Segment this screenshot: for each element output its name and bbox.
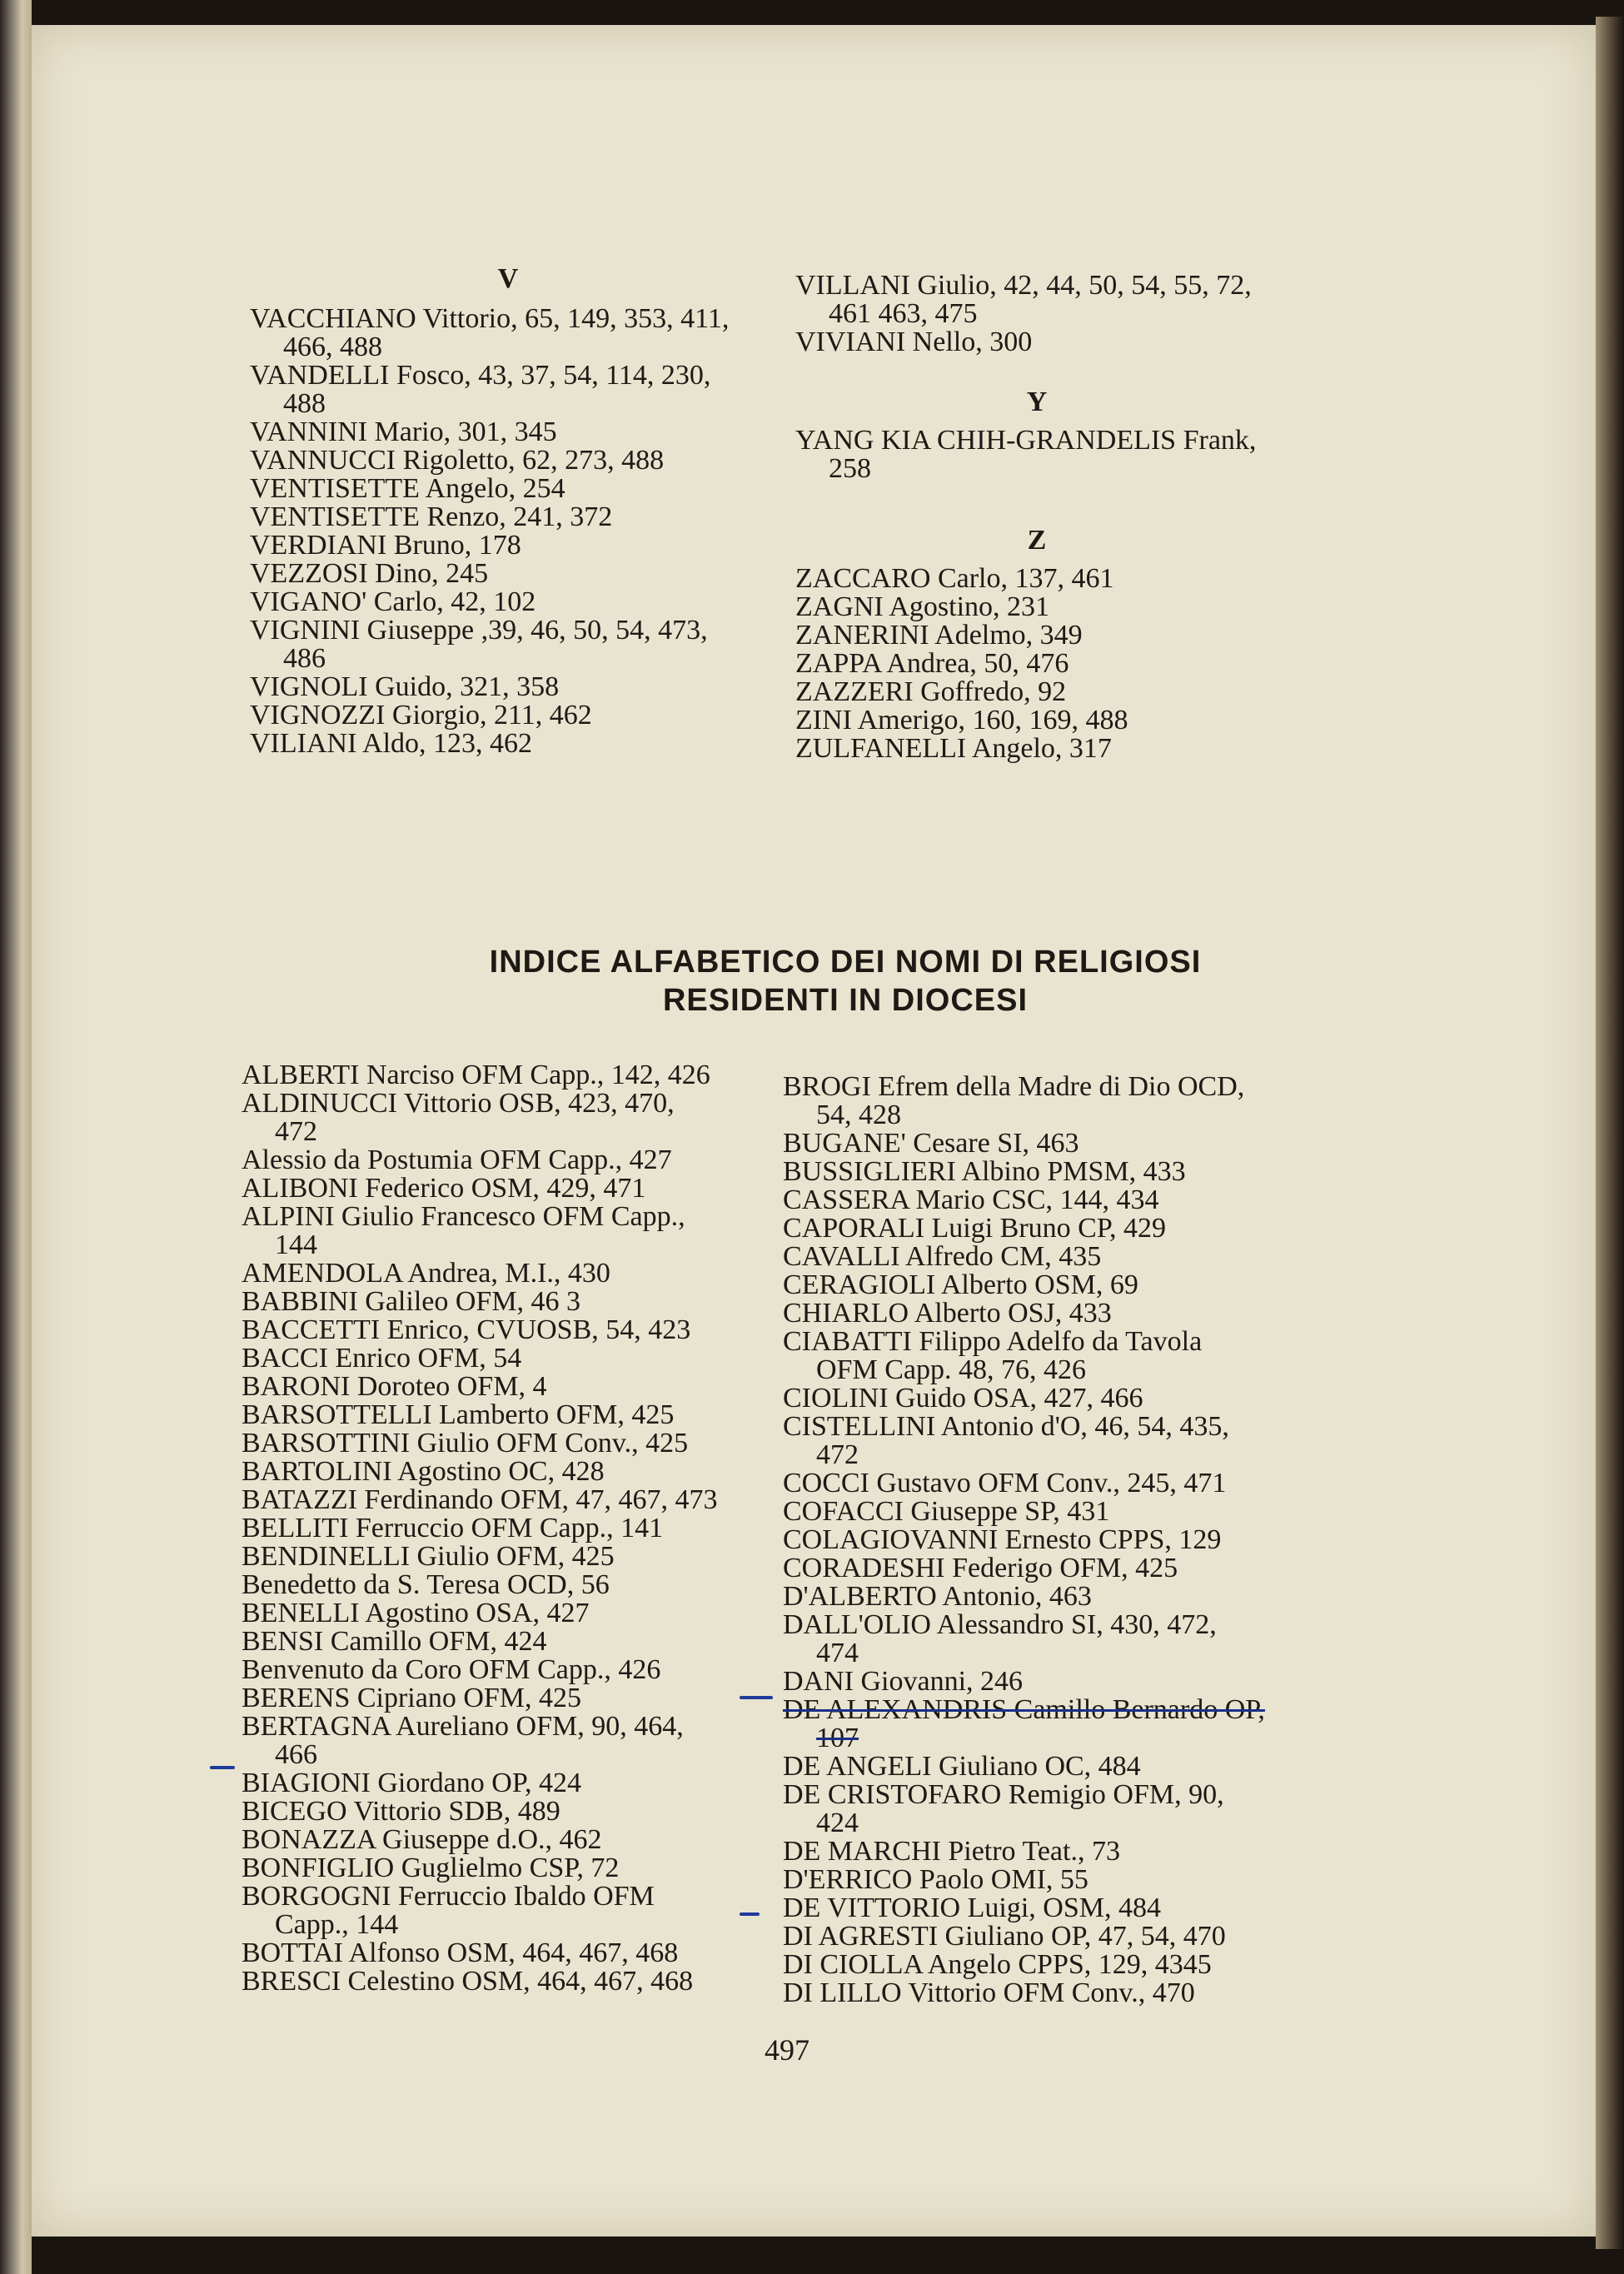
section-heading xyxy=(0,943,1624,1020)
pen-mark-left-dash xyxy=(740,1696,773,1699)
entry-text: BELLITI Ferruccio OFM Capp., 141 xyxy=(242,1513,664,1543)
index-entry xyxy=(783,1611,1316,1668)
entry-text: COCCI Gustavo OFM Conv., 245, 471 xyxy=(783,1468,1227,1499)
index-entry xyxy=(242,1259,758,1288)
entry-text: BROGI Efrem della Madre di Dio OCD, xyxy=(783,1071,1245,1102)
index-entry xyxy=(783,1498,1316,1526)
entry-text: CAPORALI Luigi Bruno CP, 429 xyxy=(783,1213,1166,1244)
entry-text: CASSERA Mario CSC, 144, 434 xyxy=(783,1184,1159,1215)
index-entry xyxy=(795,426,1328,483)
index-entry xyxy=(783,1781,1316,1838)
entry-text: VENTISETTE Renzo, 241, 372 xyxy=(250,501,613,532)
entry-text: CERAGIOLI Alberto OSM, 69 xyxy=(783,1269,1138,1300)
heading-line-1: INDICE ALFABETICO DEI NOMI DI RELIGIOSI xyxy=(489,945,1202,980)
index-entry xyxy=(783,1922,1316,1951)
entry-text: BACCETTI Enrico, CVUOSB, 54, 423 xyxy=(242,1314,691,1345)
entry-text: BATAZZI Ferdinando OFM, 47, 467, 473 xyxy=(242,1484,718,1515)
entry-text: BARONI Doroteo OFM, 4 xyxy=(242,1371,547,1402)
index-entry xyxy=(783,1328,1316,1384)
index-entry xyxy=(242,1344,758,1373)
entry-text: ALBERTI Narciso OFM Capp., 142, 426 xyxy=(242,1060,710,1090)
entry-text: COFACCI Giuseppe SP, 431 xyxy=(783,1496,1110,1527)
index-entry xyxy=(783,1526,1316,1554)
entry-text: BERTAGNA Aureliano OFM, 90, 464, xyxy=(242,1711,684,1742)
entry-text: VERDIANI Bruno, 178 xyxy=(250,530,521,561)
index-entry xyxy=(250,475,766,503)
entry-continuation: 488 xyxy=(283,388,326,419)
entry-text: YANG KIA CHIH-GRANDELIS Frank, xyxy=(795,425,1257,456)
index-entry xyxy=(242,1883,758,1939)
entry-text: D'ALBERTO Antonio, 463 xyxy=(783,1581,1092,1612)
entry-text: VACCHIANO Vittorio, 65, 149, 353, 411, xyxy=(250,303,730,334)
entry-text: DI CIOLLA Angelo CPPS, 129, 4345 xyxy=(783,1949,1212,1980)
entry-text: ZULFANELLI Angelo, 317 xyxy=(795,733,1112,764)
index-entry xyxy=(242,1571,758,1599)
entry-text: BOTTAI Alfonso OSM, 464, 467, 468 xyxy=(242,1937,679,1968)
pen-mark-left-arrow xyxy=(210,1766,235,1769)
religiosi-column-right xyxy=(783,1073,1316,2007)
entry-text: BRESCI Celestino OSM, 464, 467, 468 xyxy=(242,1966,694,1997)
page-edge xyxy=(1596,17,1624,2249)
index-entry xyxy=(250,560,766,588)
entry-continuation: 466 xyxy=(275,1739,317,1770)
entry-text: COLAGIOVANNI Ernesto CPPS, 129 xyxy=(783,1524,1222,1555)
index-entry xyxy=(250,305,766,362)
index-entry xyxy=(242,1656,758,1684)
index-entry xyxy=(783,1979,1316,2007)
index-entry xyxy=(783,1583,1316,1611)
index-entry xyxy=(783,1299,1316,1328)
entry-text: DE ANGELI Giuliano OC, 484 xyxy=(783,1751,1141,1782)
index-entry xyxy=(250,362,766,418)
entry-text: DE MARCHI Pietro Teat., 73 xyxy=(783,1836,1120,1867)
index-column-yz xyxy=(795,272,1328,763)
index-entry xyxy=(242,1288,758,1316)
entry-text: BIAGIONI Giordano OP, 424 xyxy=(242,1768,581,1798)
v-continued-entries xyxy=(795,272,1328,357)
entry-text: BONAZZA Giuseppe d.O., 462 xyxy=(242,1824,602,1855)
entry-text: BABBINI Galileo OFM, 46 3 xyxy=(242,1286,581,1317)
index-entry xyxy=(242,1599,758,1628)
entry-text: BUGANE' Cesare SI, 463 xyxy=(783,1128,1079,1159)
entry-text: BENELLI Agostino OSA, 427 xyxy=(242,1598,590,1628)
index-entry xyxy=(242,1458,758,1486)
entry-text: CIABATTI Filippo Adelfo da Tavola xyxy=(783,1326,1203,1357)
entry-text: BENSI Camillo OFM, 424 xyxy=(242,1626,547,1657)
index-entry xyxy=(242,1203,758,1259)
index-entry xyxy=(242,1769,758,1798)
entry-text: VILIANI Aldo, 123, 462 xyxy=(250,728,533,759)
index-entry xyxy=(795,678,1328,706)
index-entry xyxy=(250,446,766,475)
entry-text: CISTELLINI Antonio d'O, 46, 54, 435, xyxy=(783,1411,1229,1442)
entry-text: Benvenuto da Coro OFM Capp., 426 xyxy=(242,1654,661,1685)
heading-line-2: RESIDENTI IN DIOCESI xyxy=(662,983,1029,1018)
pen-mark-left-dash-2 xyxy=(740,1912,760,1916)
index-entry xyxy=(783,1158,1316,1186)
entry-text: CORADESHI Federigo OFM, 425 xyxy=(783,1553,1178,1583)
entry-text: ZAPPA Andrea, 50, 476 xyxy=(795,648,1069,679)
entry-continuation: Capp., 144 xyxy=(275,1909,399,1940)
entry-text: VILLANI Giulio, 42, 44, 50, 54, 55, 72, xyxy=(795,270,1252,301)
entry-text: Benedetto da S. Teresa OCD, 56 xyxy=(242,1569,610,1600)
entry-text: ALIBONI Federico OSM, 429, 471 xyxy=(242,1173,646,1204)
entry-text: ZAGNI Agostino, 231 xyxy=(795,591,1050,622)
entry-continuation: 258 xyxy=(829,453,871,484)
entry-text: ZANERINI Adelmo, 349 xyxy=(795,620,1083,651)
entry-continuation: 472 xyxy=(275,1116,317,1147)
binding-edge xyxy=(0,0,32,2274)
index-entry xyxy=(250,503,766,531)
entry-text: DE VITTORIO Luigi, OSM, 484 xyxy=(783,1893,1161,1923)
entry-text: BONFIGLIO Guglielmo CSP, 72 xyxy=(242,1853,620,1883)
entry-text: VIGNOZZI Giorgio, 211, 462 xyxy=(250,700,592,731)
entry-text: D'ERRICO Paolo OMI, 55 xyxy=(783,1864,1088,1895)
entry-continuation: 466, 488 xyxy=(283,332,382,362)
index-entry xyxy=(242,1939,758,1967)
entry-text: VANNUCCI Rigoletto, 62, 273, 488 xyxy=(250,445,665,476)
entry-text: VANDELLI Fosco, 43, 37, 54, 114, 230, xyxy=(250,360,711,391)
entry-text: VIGNINI Giuseppe ,39, 46, 50, 54, 473, xyxy=(250,615,708,646)
entry-text: BACCI Enrico OFM, 54 xyxy=(242,1343,522,1374)
v-entries xyxy=(250,305,766,758)
index-entry xyxy=(783,1554,1316,1583)
z-entries xyxy=(795,565,1328,763)
index-entry xyxy=(242,1316,758,1344)
index-entry xyxy=(783,1130,1316,1158)
index-entry xyxy=(783,1696,1316,1753)
index-entry xyxy=(783,1186,1316,1214)
entry-continuation: 54, 428 xyxy=(816,1100,901,1130)
entry-text: ALPINI Giulio Francesco OFM Capp., xyxy=(242,1201,685,1232)
index-entry xyxy=(783,1271,1316,1299)
entry-continuation: 486 xyxy=(283,643,326,674)
index-entry xyxy=(795,706,1328,735)
index-entry xyxy=(795,272,1328,328)
index-entry xyxy=(242,1854,758,1883)
entry-text: CHIARLO Alberto OSJ, 433 xyxy=(783,1298,1112,1329)
index-column-v xyxy=(250,265,766,758)
entry-text: BENDINELLI Giulio OFM, 425 xyxy=(242,1541,615,1572)
entry-text: CAVALLI Alfredo CM, 435 xyxy=(783,1241,1102,1272)
entry-text: DE ALEXANDRIS Camillo Bernardo OP, xyxy=(783,1694,1265,1725)
entry-text: ZAZZERI Goffredo, 92 xyxy=(795,676,1067,707)
index-entry xyxy=(242,1090,758,1146)
entry-text: ALDINUCCI Vittorio OSB, 423, 470, xyxy=(242,1088,675,1119)
section-letter-z: Z xyxy=(1027,525,1047,556)
entry-continuation: 461 463, 475 xyxy=(829,298,978,329)
index-entry xyxy=(795,735,1328,763)
entry-continuation: 107 xyxy=(816,1723,859,1753)
index-entry xyxy=(783,1668,1316,1696)
index-entry xyxy=(242,1174,758,1203)
entry-text: DANI Giovanni, 246 xyxy=(783,1666,1024,1697)
entry-text: BARSOTTELLI Lamberto OFM, 425 xyxy=(242,1399,675,1430)
index-entry xyxy=(783,1384,1316,1413)
entry-text: Alessio da Postumia OFM Capp., 427 xyxy=(242,1144,672,1175)
section-letter-v: V xyxy=(497,263,519,294)
entry-text: VIGANO' Carlo, 42, 102 xyxy=(250,586,536,617)
entry-text: VEZZOSI Dino, 245 xyxy=(250,558,489,589)
y-entries xyxy=(795,426,1328,483)
index-entry xyxy=(250,531,766,560)
index-entry xyxy=(795,565,1328,593)
index-entry xyxy=(783,1073,1316,1130)
index-entry xyxy=(242,1514,758,1543)
entry-continuation: 424 xyxy=(816,1808,859,1838)
entry-text: VENTISETTE Angelo, 254 xyxy=(250,473,565,504)
index-entry xyxy=(783,1838,1316,1866)
index-entry xyxy=(250,673,766,701)
index-entry xyxy=(242,1061,758,1090)
index-entry xyxy=(250,588,766,616)
entry-text: BORGOGNI Ferruccio Ibaldo OFM xyxy=(242,1881,655,1912)
entry-text: BERENS Cipriano OFM, 425 xyxy=(242,1683,582,1713)
index-entry xyxy=(783,1214,1316,1243)
entry-text: DI AGRESTI Giuliano OP, 47, 54, 470 xyxy=(783,1921,1226,1952)
entry-text: VIGNOLI Guido, 321, 358 xyxy=(250,671,560,702)
index-entry xyxy=(783,1753,1316,1781)
index-entry xyxy=(250,701,766,730)
index-entry xyxy=(783,1413,1316,1469)
entry-text: BUSSIGLIERI Albino PMSM, 433 xyxy=(783,1156,1186,1187)
entry-text: ZACCARO Carlo, 137, 461 xyxy=(795,563,1114,594)
entry-continuation: 144 xyxy=(275,1229,317,1260)
index-entry xyxy=(242,1486,758,1514)
index-entry xyxy=(242,1401,758,1429)
index-entry xyxy=(250,418,766,446)
index-entry xyxy=(242,1543,758,1571)
index-entry xyxy=(795,328,1328,357)
index-entry xyxy=(795,621,1328,650)
index-entry xyxy=(783,1243,1316,1271)
index-entry xyxy=(783,1469,1316,1498)
index-entry xyxy=(250,730,766,758)
index-entry xyxy=(242,1798,758,1826)
index-entry xyxy=(242,1967,758,1996)
index-entry xyxy=(242,1826,758,1854)
section-letter-y: Y xyxy=(1026,386,1048,417)
entry-text: VANNINI Mario, 301, 345 xyxy=(250,416,557,447)
index-entry xyxy=(242,1373,758,1401)
index-entry xyxy=(783,1866,1316,1894)
religiosi-column-left xyxy=(242,1061,758,1996)
entry-text: BICEGO Vittorio SDB, 489 xyxy=(242,1796,560,1827)
entry-text: ZINI Amerigo, 160, 169, 488 xyxy=(795,705,1128,736)
index-entry xyxy=(795,650,1328,678)
entry-text: BARTOLINI Agostino OC, 428 xyxy=(242,1456,605,1487)
entry-text: VIVIANI Nello, 300 xyxy=(795,327,1033,357)
index-entry xyxy=(783,1951,1316,1979)
entry-continuation: OFM Capp. 48, 76, 426 xyxy=(816,1354,1086,1385)
entry-text: DALL'OLIO Alessandro SI, 430, 472, xyxy=(783,1609,1217,1640)
index-entry xyxy=(783,1894,1316,1922)
index-entry xyxy=(250,616,766,673)
entry-continuation: 474 xyxy=(816,1638,859,1668)
entry-text: BARSOTTINI Giulio OFM Conv., 425 xyxy=(242,1428,689,1459)
index-entry xyxy=(242,1713,758,1769)
index-entry xyxy=(242,1628,758,1656)
entry-continuation: 472 xyxy=(816,1439,859,1470)
index-entry xyxy=(795,593,1328,621)
index-entry xyxy=(242,1146,758,1174)
index-entry xyxy=(242,1429,758,1458)
entry-text: DI LILLO Vittorio OFM Conv., 470 xyxy=(783,1977,1195,2008)
entry-text: CIOLINI Guido OSA, 427, 466 xyxy=(783,1383,1143,1414)
entry-text: AMENDOLA Andrea, M.I., 430 xyxy=(242,1258,610,1289)
page-number: 497 xyxy=(765,2033,810,2067)
entry-text: DE CRISTOFARO Remigio OFM, 90, xyxy=(783,1779,1224,1810)
index-entry xyxy=(242,1684,758,1713)
